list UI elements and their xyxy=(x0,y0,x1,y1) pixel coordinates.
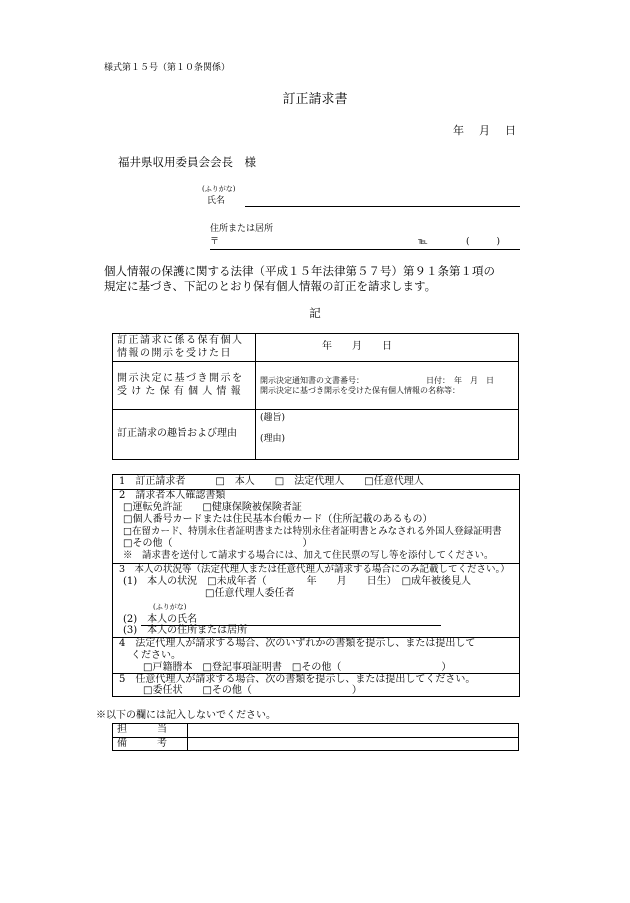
principal-status-row[interactable]: (1) 本人の状況 □未成年者（ 年 月 日生） □成年被後見人 xyxy=(123,576,472,587)
applicant-address-label: 住所または居所 xyxy=(210,224,274,234)
correction-reason-value[interactable] xyxy=(256,410,519,460)
purpose-label: (趣旨) xyxy=(260,413,286,423)
body-text-line1: 個人情報の保護に関する法律（平成１５年法律第５７号）第９１条第１項の xyxy=(104,264,495,278)
agent-docs-line1: 5 任意代理人が請求する場合、次の書類を提示し、または提出してください。 xyxy=(119,674,476,685)
document-date-label: 日付： 年 月 日 xyxy=(426,375,494,385)
id-doc-option-3[interactable]: □在留カード、特別永住者証明書または特別永住者証明書とみなされる外国人登録証明書 xyxy=(123,526,502,537)
applicant-address-field[interactable] xyxy=(210,249,520,250)
form-number: 様式第１５号（第１０条関係） xyxy=(104,63,231,73)
id-doc-option-1[interactable]: □運転免許証 □健康保険被保険者証 xyxy=(123,502,302,513)
applicant-name-label: 氏名 xyxy=(207,196,226,206)
page-title: 訂正請求書 xyxy=(282,92,348,107)
requester-type-row[interactable]: 1 訂正請求者 □ 本人 □ 法定代理人 □任意代理人 xyxy=(119,476,424,487)
requester-info-table xyxy=(112,474,520,697)
disclosure-date-label-a: 訂正請求に係る保有個人 xyxy=(117,335,244,346)
ki-heading: 記 xyxy=(309,306,321,320)
office-use-staff-label: 担 当 xyxy=(113,724,188,738)
principal-name-label: (2) 本人の氏名 xyxy=(123,614,198,625)
request-details-table xyxy=(112,333,519,460)
id-docs-title: 2 請求者本人確認書類 xyxy=(119,490,226,501)
applicant-name-field[interactable] xyxy=(245,206,520,207)
office-use-remarks-label: 備 考 xyxy=(113,737,188,751)
agent-docs-options[interactable]: □委任状 □その他（ ） xyxy=(143,685,362,696)
addressee: 福井県収用委員会会長 様 xyxy=(118,155,256,169)
tel-mark-icon: ℡ xyxy=(418,237,428,247)
office-use-remarks-field[interactable] xyxy=(188,737,519,751)
id-doc-option-2[interactable]: □個人番号カードまたは住民基本台帳カード（住所記載のあるもの） xyxy=(123,514,433,525)
document-number-label: 開示決定通知書の文書番号： xyxy=(260,375,364,385)
postal-mark-icon: 〒 xyxy=(210,237,220,247)
principal-status-title: 3 本人の状況等（法定代理人または任意代理人が請求する場合にのみ記載してください。） xyxy=(119,564,510,575)
date-line: 年 月 日 xyxy=(453,124,518,137)
legal-rep-docs-line1: 4 法定代理人が請求する場合、次のいずれかの書類を提示し、または提出して xyxy=(119,638,476,649)
disclosed-info-label-a: 開示決定に基づき開示を xyxy=(117,373,244,384)
principal-furigana-label: (ふりがな) xyxy=(153,603,187,611)
disclosed-info-value[interactable] xyxy=(256,362,519,410)
disclosed-info-label xyxy=(113,362,256,410)
disclosed-info-name-label: 開示決定に基づき開示を受けた保有個人情報の名称等： xyxy=(260,385,460,395)
legal-rep-docs-line2: ください。 xyxy=(131,650,181,661)
office-use-table xyxy=(112,723,519,751)
principal-address-label: (3) 本人の住所または居所 xyxy=(123,625,248,636)
applicant-furigana-label: (ふりがな) xyxy=(202,185,236,193)
correction-reason-label: 訂正請求の趣旨および理由 xyxy=(113,410,256,460)
disclosure-date-label-b: 情報の開示を受けた日 xyxy=(117,347,232,359)
disclosure-date-value[interactable]: 年 月 日 xyxy=(256,334,519,362)
disclosed-info-label-b: 受けた保有個人情報 xyxy=(117,385,245,397)
id-doc-option-4[interactable]: □その他（ ） xyxy=(123,538,313,549)
disclosure-date-label xyxy=(113,334,256,362)
office-use-staff-field[interactable] xyxy=(188,724,519,738)
body-text-line2: 規定に基づき、下記のとおり保有個人情報の訂正を請求します。 xyxy=(104,279,437,293)
legal-rep-docs-options[interactable]: □戸籍謄本 □登記事項証明書 □その他（ ） xyxy=(143,662,452,673)
footer-note: ※以下の欄には記入しないでください。 xyxy=(96,710,276,721)
tel-parens: ( ) xyxy=(466,237,501,247)
reason-label: (理由) xyxy=(260,434,286,445)
id-docs-note: ※ 請求書を送付して請求する場合には、加えて住民票の写し等を添付してください。 xyxy=(123,550,494,561)
principal-status-option-delegator[interactable]: □任意代理人委任者 xyxy=(205,588,295,599)
